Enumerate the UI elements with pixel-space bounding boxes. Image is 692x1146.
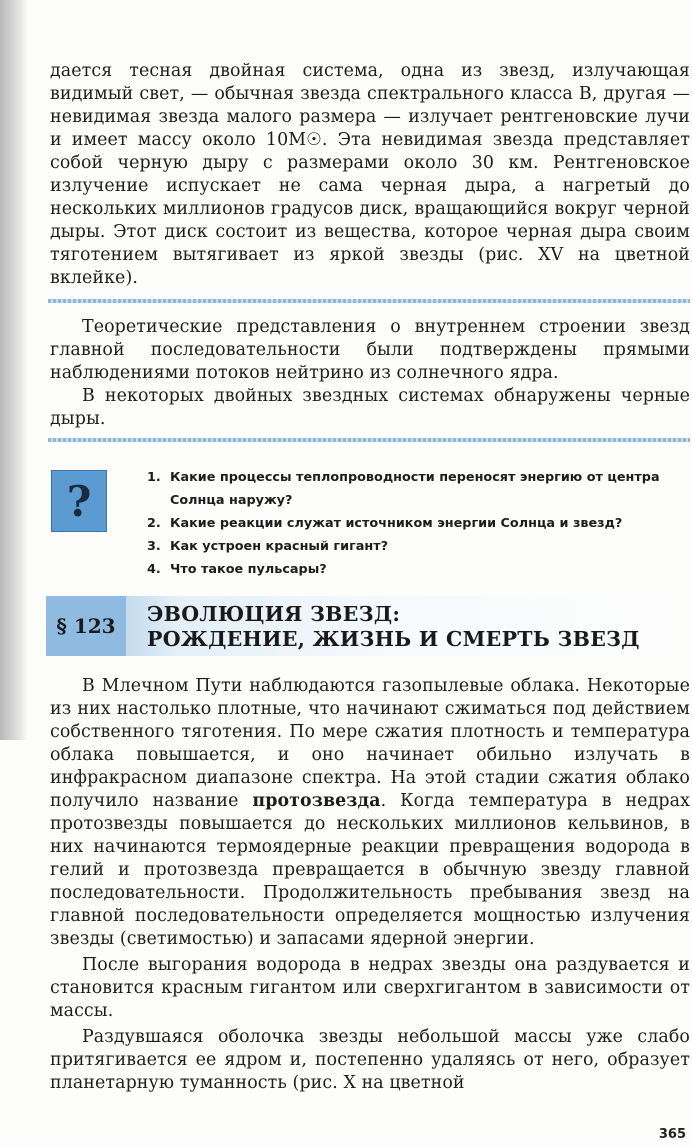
- question-item: 3. Как устроен красный гигант?: [147, 539, 389, 554]
- summary-paragraph-2: В некоторых двойных звездных системах обнаружены черные дыры.: [50, 386, 690, 429]
- section-title-line-1: ЭВОЛЮЦИЯ ЗВЕЗД:: [147, 602, 401, 626]
- body-paragraph-2: После выгорания водорода в недрах звезды она раздувается и становится красным гигантом или сверхгигантом в зависимости от массы.: [50, 955, 690, 1021]
- questions-block: [50, 448, 690, 577]
- summary-paragraph-1: Теоретические представления о внутреннем строении звезд главной последовательности были подтверждены прямыми наблюдениями потоков нейтрино из солнечного ядра.: [50, 317, 690, 383]
- top-paragraph: дается тесная двойная система, одна из звезд, излучающая видимый свет, — обычная звезда спектрального класса B, другая — невидимая звезда малого размера — излучает рентгеновские лучи и имеет массу около 10M☉. Эта невидимая звезда представляет собой черную дыру с размерами около 30 км. Рентгеновское излучение испускает не сама черная дыра, а нагретый до нескольких миллионов градусов диск, вращающийся вокруг черной дыры. Этот диск состоит из вещества, которое черная дыра своим тяготением вытягивает из яркой звезды (рис. XV на цветной вклейке).: [50, 61, 690, 288]
- body-paragraph-3: Раздувшаяся оболочка звезды небольшой массы уже слабо притягивается ее ядром и, постепенно удаляясь от него, образует планетарную туманность (рис. X на цветной: [50, 1027, 690, 1093]
- term-protostar: протозвезда: [252, 791, 381, 811]
- question-item: 1. Какие процессы теплопроводности переносят энергию от центра Солнца наружу?: [147, 470, 660, 508]
- section-heading: [46, 596, 692, 656]
- divider-bottom: [48, 438, 690, 442]
- questions-list: [147, 466, 692, 581]
- page-content: [50, 60, 690, 1095]
- section-body: [50, 675, 690, 1095]
- section-title-line-2: РОЖДЕНИЕ, ЖИЗНЬ И СМЕРТЬ ЗВЕЗД: [147, 627, 640, 651]
- question-mark-icon: ?: [51, 470, 107, 532]
- page-number: 365: [658, 1127, 686, 1142]
- question-item: 4. Что такое пульсары?: [147, 562, 327, 577]
- body-paragraph-1: В Млечном Пути наблюдаются газопылевые облака. Некоторые из них настолько плотные, что начинают сжиматься под действием собственного тяготения. По мере сжатия плотность и температура облака повышается, и оно начинает обильно излучать в инфракрасном диапазоне спектра. На этой стадии сжатия облако получило название протозвезда. Когда температура в недрах протозвезды повышается до нескольких миллионов кельвинов, в них начинаются термоядерные реакции превращения водорода в гелий и протозвезда превращается в обычную звезду главной последовательности. Продолжительность пребывания звезд на главной последовательности определяется мощностью излучения звезды (светимостью) и запасами ядерной энергии.: [50, 676, 690, 949]
- section-number-badge: § 123: [46, 596, 126, 656]
- question-item: 2. Какие реакции служат источником энергии Солнца и звезд?: [147, 516, 623, 531]
- section-title: [147, 602, 640, 652]
- page-binding-shadow: [0, 0, 28, 740]
- divider-top: [48, 299, 690, 303]
- summary-block: [50, 316, 690, 431]
